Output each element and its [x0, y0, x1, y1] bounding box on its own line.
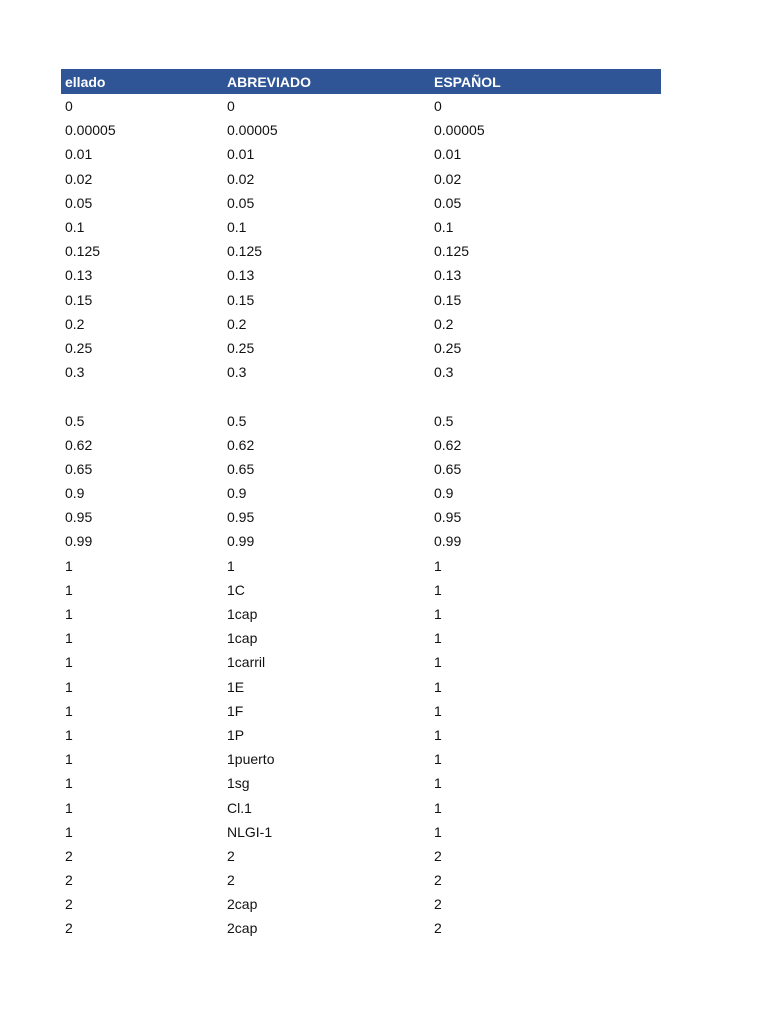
table-row	[61, 892, 661, 916]
table-cell[interactable]: 0.02	[434, 170, 462, 187]
table-cell[interactable]: 1	[434, 581, 442, 598]
table-row	[61, 699, 661, 723]
table-row	[61, 360, 661, 384]
table-cell[interactable]: 1puerto	[227, 751, 275, 768]
table-cell[interactable]: 1P	[227, 726, 245, 743]
table-cell[interactable]: 0.3	[434, 364, 454, 381]
table-cell[interactable]: 0.2	[227, 315, 247, 332]
table-row	[61, 916, 661, 940]
table-cell[interactable]: 2	[434, 896, 442, 913]
table-cell[interactable]: 1	[227, 557, 235, 574]
table-cell[interactable]: 0.1	[65, 219, 85, 236]
table-cell[interactable]: 2	[434, 872, 442, 889]
table-header	[61, 69, 661, 94]
table-cell[interactable]: 1	[65, 581, 73, 598]
table-row	[61, 263, 661, 287]
table-cell[interactable]: 0.62	[227, 436, 255, 453]
table-row	[61, 723, 661, 747]
table-cell[interactable]: 1	[65, 823, 73, 840]
spreadsheet-table	[61, 69, 661, 941]
table-cell[interactable]: 2	[65, 896, 73, 913]
table-cell[interactable]: 0.01	[227, 146, 255, 163]
table-cell[interactable]: 2	[434, 920, 442, 937]
table-cell[interactable]: 0.95	[65, 509, 93, 526]
table-cell[interactable]: 0.5	[227, 412, 247, 429]
table-cell[interactable]: 0.00005	[65, 122, 116, 139]
table-cell[interactable]: 0.3	[65, 364, 85, 381]
table-cell[interactable]: 0.5	[434, 412, 454, 429]
table-cell[interactable]: 0.65	[227, 460, 255, 477]
table-cell[interactable]: 1	[434, 678, 442, 695]
table-row	[61, 844, 661, 868]
table-cell[interactable]: 0.1	[227, 219, 247, 236]
table-cell[interactable]: 1carril	[227, 654, 266, 671]
table-cell[interactable]: 1	[434, 726, 442, 743]
table-cell[interactable]: 0.125	[227, 243, 263, 260]
table-cell[interactable]: 1	[65, 751, 73, 768]
table-cell[interactable]: 1	[65, 606, 73, 623]
table-cell[interactable]: 0.9	[227, 485, 247, 502]
column-header[interactable]: ESPAÑOL	[434, 73, 501, 90]
table-cell[interactable]: 0.02	[65, 170, 93, 187]
table-cell[interactable]: 1	[434, 751, 442, 768]
table-cell[interactable]: 0.13	[227, 267, 255, 284]
table-cell[interactable]: 0.05	[65, 194, 93, 211]
table-cell[interactable]: 2	[65, 847, 73, 864]
table-row	[61, 481, 661, 505]
table-cell[interactable]: 0.05	[227, 194, 255, 211]
table-cell[interactable]: 1	[65, 775, 73, 792]
table-cell[interactable]: 0.13	[434, 267, 462, 284]
table-cell[interactable]: 0.15	[434, 291, 462, 308]
table-row	[61, 602, 661, 626]
table-cell[interactable]: 0.25	[227, 339, 255, 356]
table-cell[interactable]: 1	[65, 702, 73, 719]
table-row	[61, 554, 661, 578]
table-cell[interactable]: 0	[65, 98, 73, 115]
table-cell[interactable]: 2	[65, 920, 73, 937]
table-cell[interactable]: 0.99	[227, 533, 255, 550]
table-cell[interactable]: 1	[434, 775, 442, 792]
table-row	[61, 675, 661, 699]
table-cell[interactable]: 0.3	[227, 364, 247, 381]
table-cell[interactable]: 0.62	[65, 436, 93, 453]
table-cell[interactable]: 1	[434, 606, 442, 623]
table-cell[interactable]: 0.25	[434, 339, 462, 356]
table-cell[interactable]: 1	[434, 557, 442, 574]
table-row	[61, 795, 661, 819]
table-row	[61, 408, 661, 432]
column-header[interactable]: ellado	[65, 73, 106, 90]
table-cell[interactable]: 1cap	[227, 606, 258, 623]
table-cell[interactable]: 1	[65, 726, 73, 743]
column-header[interactable]: ABREVIADO	[227, 73, 312, 90]
table-row	[61, 868, 661, 892]
table-row	[61, 142, 661, 166]
table-cell[interactable]: 0.9	[65, 485, 85, 502]
table-cell[interactable]: 2cap	[227, 896, 258, 913]
table-cell[interactable]: 0.65	[65, 460, 93, 477]
table-row	[61, 94, 661, 118]
table-row	[61, 336, 661, 360]
table-row	[61, 771, 661, 795]
table-cell[interactable]: 0.05	[434, 194, 462, 211]
table-cell[interactable]: 0.00005	[434, 122, 485, 139]
table-cell[interactable]: 0.99	[434, 533, 462, 550]
table-cell[interactable]: 0.02	[227, 170, 255, 187]
table-cell[interactable]: 0.13	[65, 267, 93, 284]
table-row	[61, 118, 661, 142]
table-cell[interactable]: 0.01	[65, 146, 93, 163]
table-cell[interactable]: NLGI-1	[227, 823, 273, 840]
table-row	[61, 650, 661, 674]
table-row	[61, 167, 661, 191]
table-cell[interactable]: 1	[434, 654, 442, 671]
table-cell[interactable]: 2	[227, 872, 235, 889]
table-cell[interactable]: 0.95	[227, 509, 255, 526]
table-row	[61, 626, 661, 650]
table-cell[interactable]: 0.15	[227, 291, 255, 308]
table-row	[61, 820, 661, 844]
table-cell[interactable]: 2	[65, 872, 73, 889]
table-cell[interactable]: 2cap	[227, 920, 258, 937]
table-cell[interactable]: 1	[434, 702, 442, 719]
table-cell[interactable]: 0.125	[434, 243, 470, 260]
table-body	[61, 94, 661, 941]
table-cell[interactable]: 2	[227, 847, 235, 864]
table-cell[interactable]: 1	[65, 557, 73, 574]
table-cell[interactable]: 1	[434, 799, 442, 816]
table-cell[interactable]: 0.9	[434, 485, 454, 502]
table-row	[61, 312, 661, 336]
table-cell[interactable]: 0.00005	[227, 122, 278, 139]
table-cell[interactable]: 1F	[227, 702, 244, 719]
table-row	[61, 239, 661, 263]
table-cell[interactable]: 0.95	[434, 509, 462, 526]
table-cell[interactable]: 1	[434, 823, 442, 840]
table-row	[61, 529, 661, 553]
table-cell[interactable]: 1cap	[227, 630, 258, 647]
table-cell[interactable]: 0	[434, 98, 442, 115]
table-cell[interactable]: 2	[434, 847, 442, 864]
table-row	[61, 433, 661, 457]
table-cell[interactable]: 1C	[227, 581, 245, 598]
table-row	[61, 505, 661, 529]
table-cell[interactable]: 0.2	[434, 315, 454, 332]
table-cell[interactable]: 0.99	[65, 533, 93, 550]
table-cell[interactable]: 0.62	[434, 436, 462, 453]
table-cell[interactable]: 0.01	[434, 146, 462, 163]
table-cell[interactable]: 1	[65, 799, 73, 816]
table-cell[interactable]: 0.1	[434, 219, 454, 236]
table-cell[interactable]: 0.2	[65, 315, 85, 332]
table-cell[interactable]: 0.25	[65, 339, 93, 356]
table-cell[interactable]: 0.15	[65, 291, 93, 308]
table-cell[interactable]: 1sg	[227, 775, 250, 792]
table-cell[interactable]: 1	[65, 630, 73, 647]
table-row	[61, 578, 661, 602]
table-cell[interactable]: 1	[434, 630, 442, 647]
table-cell[interactable]: 0	[227, 98, 235, 115]
table-row	[61, 457, 661, 481]
table-cell[interactable]: 1E	[227, 678, 245, 695]
table-row	[61, 191, 661, 215]
table-cell[interactable]: 0.65	[434, 460, 462, 477]
table-cell[interactable]: Cl.1	[227, 799, 252, 816]
table-row	[61, 215, 661, 239]
table-cell[interactable]: 0.5	[65, 412, 85, 429]
table-row	[61, 288, 661, 312]
table-cell[interactable]: 1	[65, 678, 73, 695]
table-row	[61, 384, 661, 408]
table-row	[61, 747, 661, 771]
table-cell[interactable]: 1	[65, 654, 73, 671]
table-cell[interactable]: 0.125	[65, 243, 101, 260]
